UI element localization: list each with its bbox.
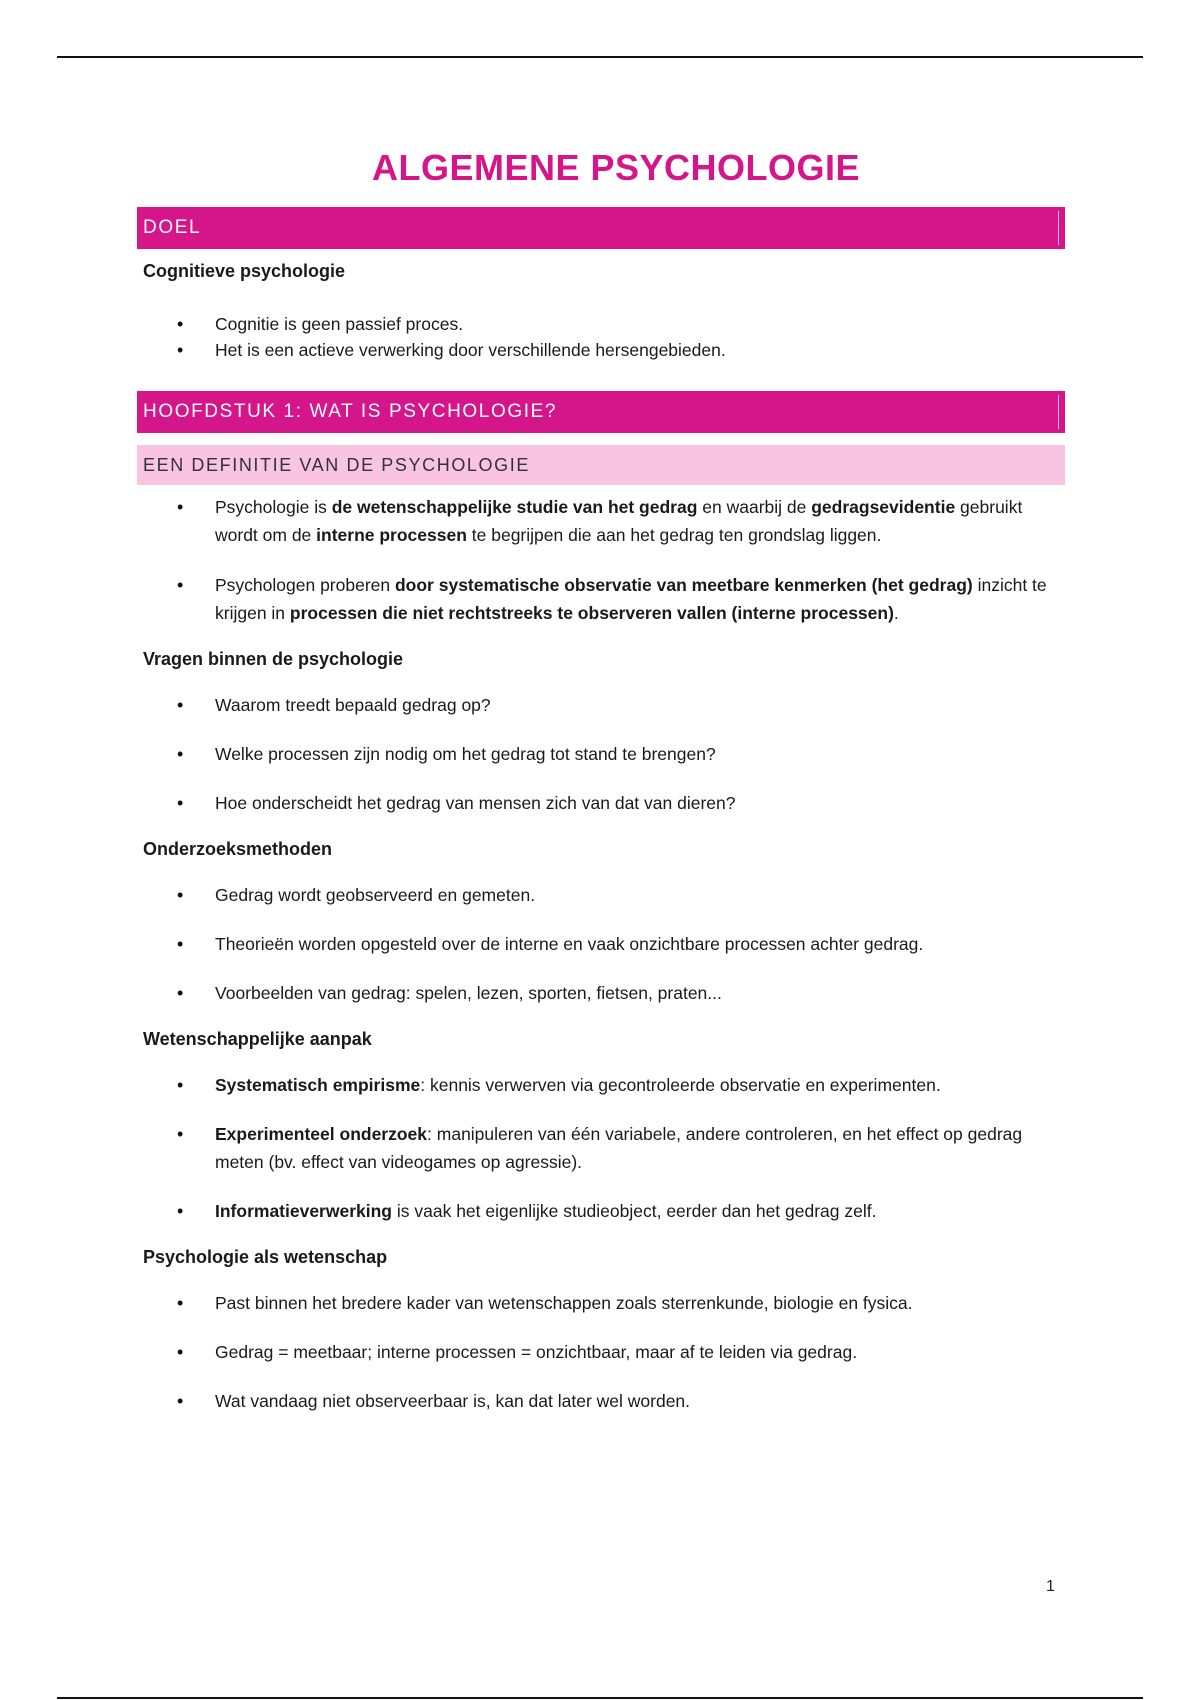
list-item: • Gedrag wordt geobserveerd en gemeten.: [137, 881, 1065, 909]
list-item: • Theorieën worden opgesteld over de interne en vaak onzichtbare processen achter gedrag.: [137, 930, 1065, 958]
page-number: 1: [1046, 1578, 1055, 1595]
methoden-list: [137, 881, 1065, 1007]
list-item: • Psychologie is de wetenschappelijke studie van het gedrag en waarbij de gedragsevidentie gebruikt wordt om de interne processen te begrijpen die aan het gedrag ten grondslag liggen.: [137, 493, 1065, 549]
list-item: • Cognitie is geen passief proces.: [137, 311, 1065, 337]
heading-wetenschappelijke-aanpak: Wetenschappelijke aanpak: [143, 1029, 372, 1049]
heading-psychologie-als-wetenschap: Psychologie als wetenschap: [143, 1247, 388, 1267]
heading-onderzoeksmethoden: Onderzoeksmethoden: [143, 839, 333, 859]
list-item: • Psychologen proberen door systematische observatie van meetbare kenmerken (het gedrag) inzicht te krijgen in processen die niet rechtstreeks te observeren vallen (interne processen).: [137, 571, 1065, 627]
document-body: [137, 143, 1065, 1415]
bottom-rule: [57, 1697, 1143, 1699]
list-item: • Gedrag = meetbaar; interne processen = onzichtbaar, maar af te leiden via gedrag.: [137, 1338, 1065, 1366]
heading-vragen: Vragen binnen de psychologie: [143, 649, 404, 669]
list-item: • Waarom treedt bepaald gedrag op?: [137, 691, 1065, 719]
vragen-list: [137, 691, 1065, 817]
aanpak-list: [137, 1071, 1065, 1225]
top-rule: [57, 56, 1143, 58]
doel-list: [137, 311, 1065, 363]
list-item: • Past binnen het bredere kader van wetenschappen zoals sterrenkunde, biologie en fysica.: [137, 1289, 1065, 1317]
definition-list: [137, 493, 1065, 627]
heading-cognitieve-psychologie: Cognitieve psychologie: [143, 261, 346, 281]
list-item: • Informatieverwerking is vaak het eigenlijke studieobject, eerder dan het gedrag zelf.: [137, 1197, 1065, 1225]
list-item: • Experimenteel onderzoek: manipuleren van één variabele, andere controleren, en het effect op gedrag meten (bv. effect van videogames op agressie).: [137, 1120, 1065, 1176]
page-title: ALGEMENE PSYCHOLOGIE: [371, 147, 861, 188]
section-bar-doel: DOEL: [137, 207, 1065, 249]
list-item: • Het is een actieve verwerking door verschillende hersengebieden.: [137, 337, 1065, 363]
list-item: • Voorbeelden van gedrag: spelen, lezen, sporten, fietsen, praten...: [137, 979, 1065, 1007]
section-bar-hoofdstuk-1: HOOFDSTUK 1: WAT IS PSYCHOLOGIE?: [137, 391, 1065, 433]
subsection-bar-definitie: EEN DEFINITIE VAN DE PSYCHOLOGIE: [137, 445, 1065, 485]
wetenschap-list: [137, 1289, 1065, 1415]
list-item: • Hoe onderscheidt het gedrag van mensen zich van dat van dieren?: [137, 789, 1065, 817]
list-item: • Wat vandaag niet observeerbaar is, kan dat later wel worden.: [137, 1387, 1065, 1415]
list-item: • Welke processen zijn nodig om het gedrag tot stand te brengen?: [137, 740, 1065, 768]
list-item: • Systematisch empirisme: kennis verwerven via gecontroleerde observatie en experimenten.: [137, 1071, 1065, 1099]
